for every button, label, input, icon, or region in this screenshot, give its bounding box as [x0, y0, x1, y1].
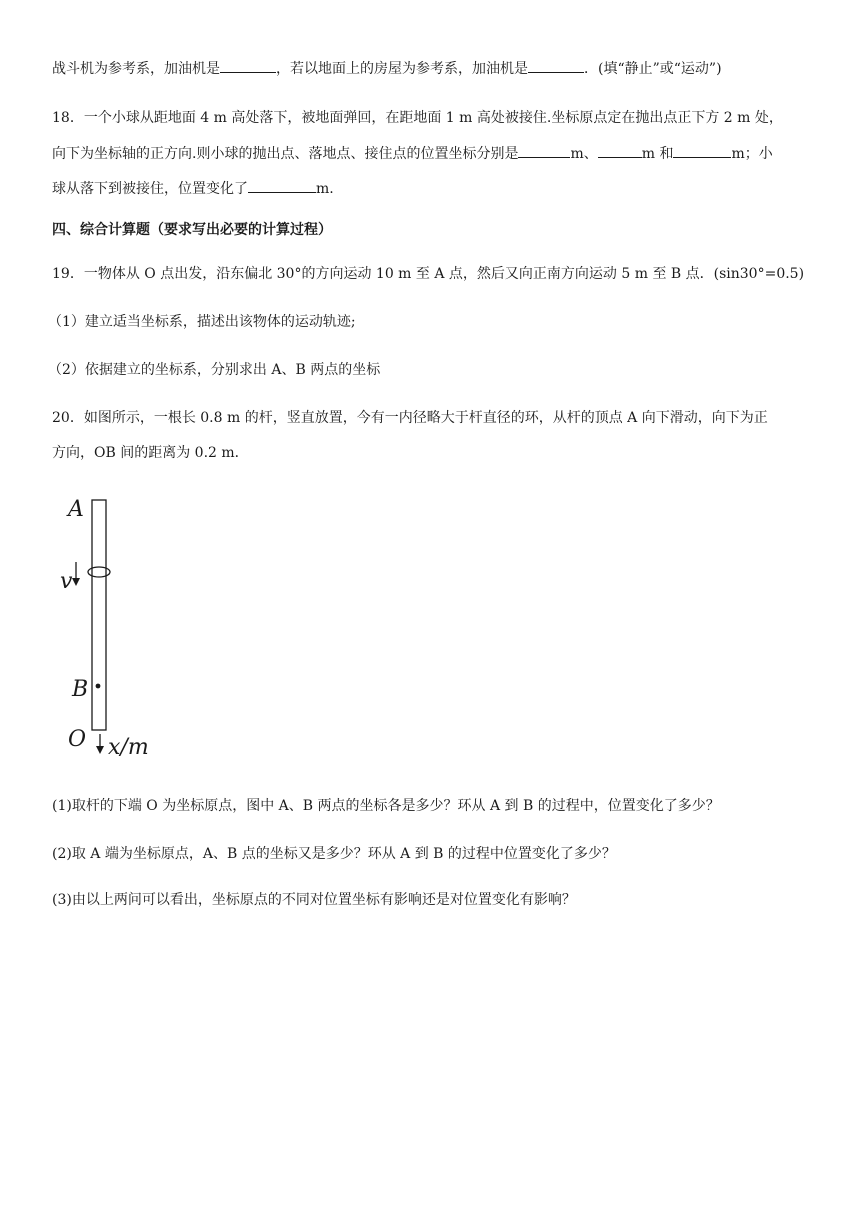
answer-blank: [673, 143, 731, 158]
q18-text: m、: [570, 146, 598, 162]
q17-text-2: ，若以地面上的房屋为参考系，加油机是: [276, 61, 528, 77]
q17-line: [52, 58, 722, 79]
answer-blank: [220, 58, 276, 73]
velocity-arrowhead: [72, 578, 80, 586]
q18-text: 球从落下到被接住，位置变化了: [52, 181, 248, 197]
point-b: [96, 684, 101, 689]
q20-sub-3: (3)由以上两问可以看出，坐标原点的不同对位置坐标有影响还是对位置变化有影响？: [52, 892, 576, 908]
axis-arrowhead: [96, 746, 104, 754]
q19-stem: 19．一物体从 O 点出发，沿东偏北 30°的方向运动 10 m 至 A 点，然后又向正南方向运动 5 m 至 B 点．(sin30°=0.5): [52, 266, 805, 282]
label-v: v: [60, 569, 73, 594]
answer-blank: [528, 58, 584, 73]
q18-line-3: [52, 178, 334, 199]
q17-text-3: ．(填“静止”或“运动”): [584, 61, 722, 77]
answer-blank: [248, 178, 316, 193]
label-a: A: [68, 497, 84, 522]
q18-line-1: 18．一个小球从距地面 4 m 高处落下，被地面弹回，在距地面 1 m 高处被接住.坐标原点定在抛出点正下方 2 m 处，: [52, 110, 783, 126]
q20-sub-1: (1)取杆的下端 O 为坐标原点，图中 A、B 两点的坐标各是多少？环从 A 到 B 的过程中，位置变化了多少？: [52, 798, 720, 814]
q20-sub-2: (2)取 A 端为坐标原点，A、B 点的坐标又是多少？环从 A 到 B 的过程中位置变化了多少？: [52, 846, 616, 862]
rod: [92, 500, 106, 730]
answer-blank: [518, 143, 570, 158]
label-b: B: [72, 677, 89, 702]
section-heading: 四、综合计算题（要求写出必要的计算过程）: [52, 222, 332, 238]
q18-line-2: [52, 143, 773, 164]
q18-text: m 和: [641, 146, 674, 162]
label-axis: x/m: [108, 735, 149, 760]
q20-line-2: 方向，OB 间的距离为 0.2 m．: [52, 445, 249, 461]
q18-text: m；小: [731, 146, 773, 162]
ring: [88, 567, 110, 577]
label-o: O: [68, 727, 87, 752]
q18-text: m.: [316, 181, 334, 197]
q19-sub-1: （1）建立适当坐标系，描述出该物体的运动轨迹;: [48, 314, 356, 330]
q19-sub-2: （2）依据建立的坐标系，分别求出 A、B 两点的坐标: [48, 362, 381, 378]
answer-blank: [598, 143, 642, 158]
q18-text: 向下为坐标轴的正方向.则小球的抛出点、落地点、接住点的位置坐标分别是: [52, 146, 519, 162]
rod-figure: [60, 496, 170, 766]
q17-text-1: 战斗机为参考系，加油机是: [52, 61, 220, 77]
q20-line-1: 20．如图所示，一根长 0.8 m 的杆，竖直放置，今有一内径略大于杆直径的环，从杆的顶点 A 向下滑动，向下为正: [52, 410, 768, 426]
